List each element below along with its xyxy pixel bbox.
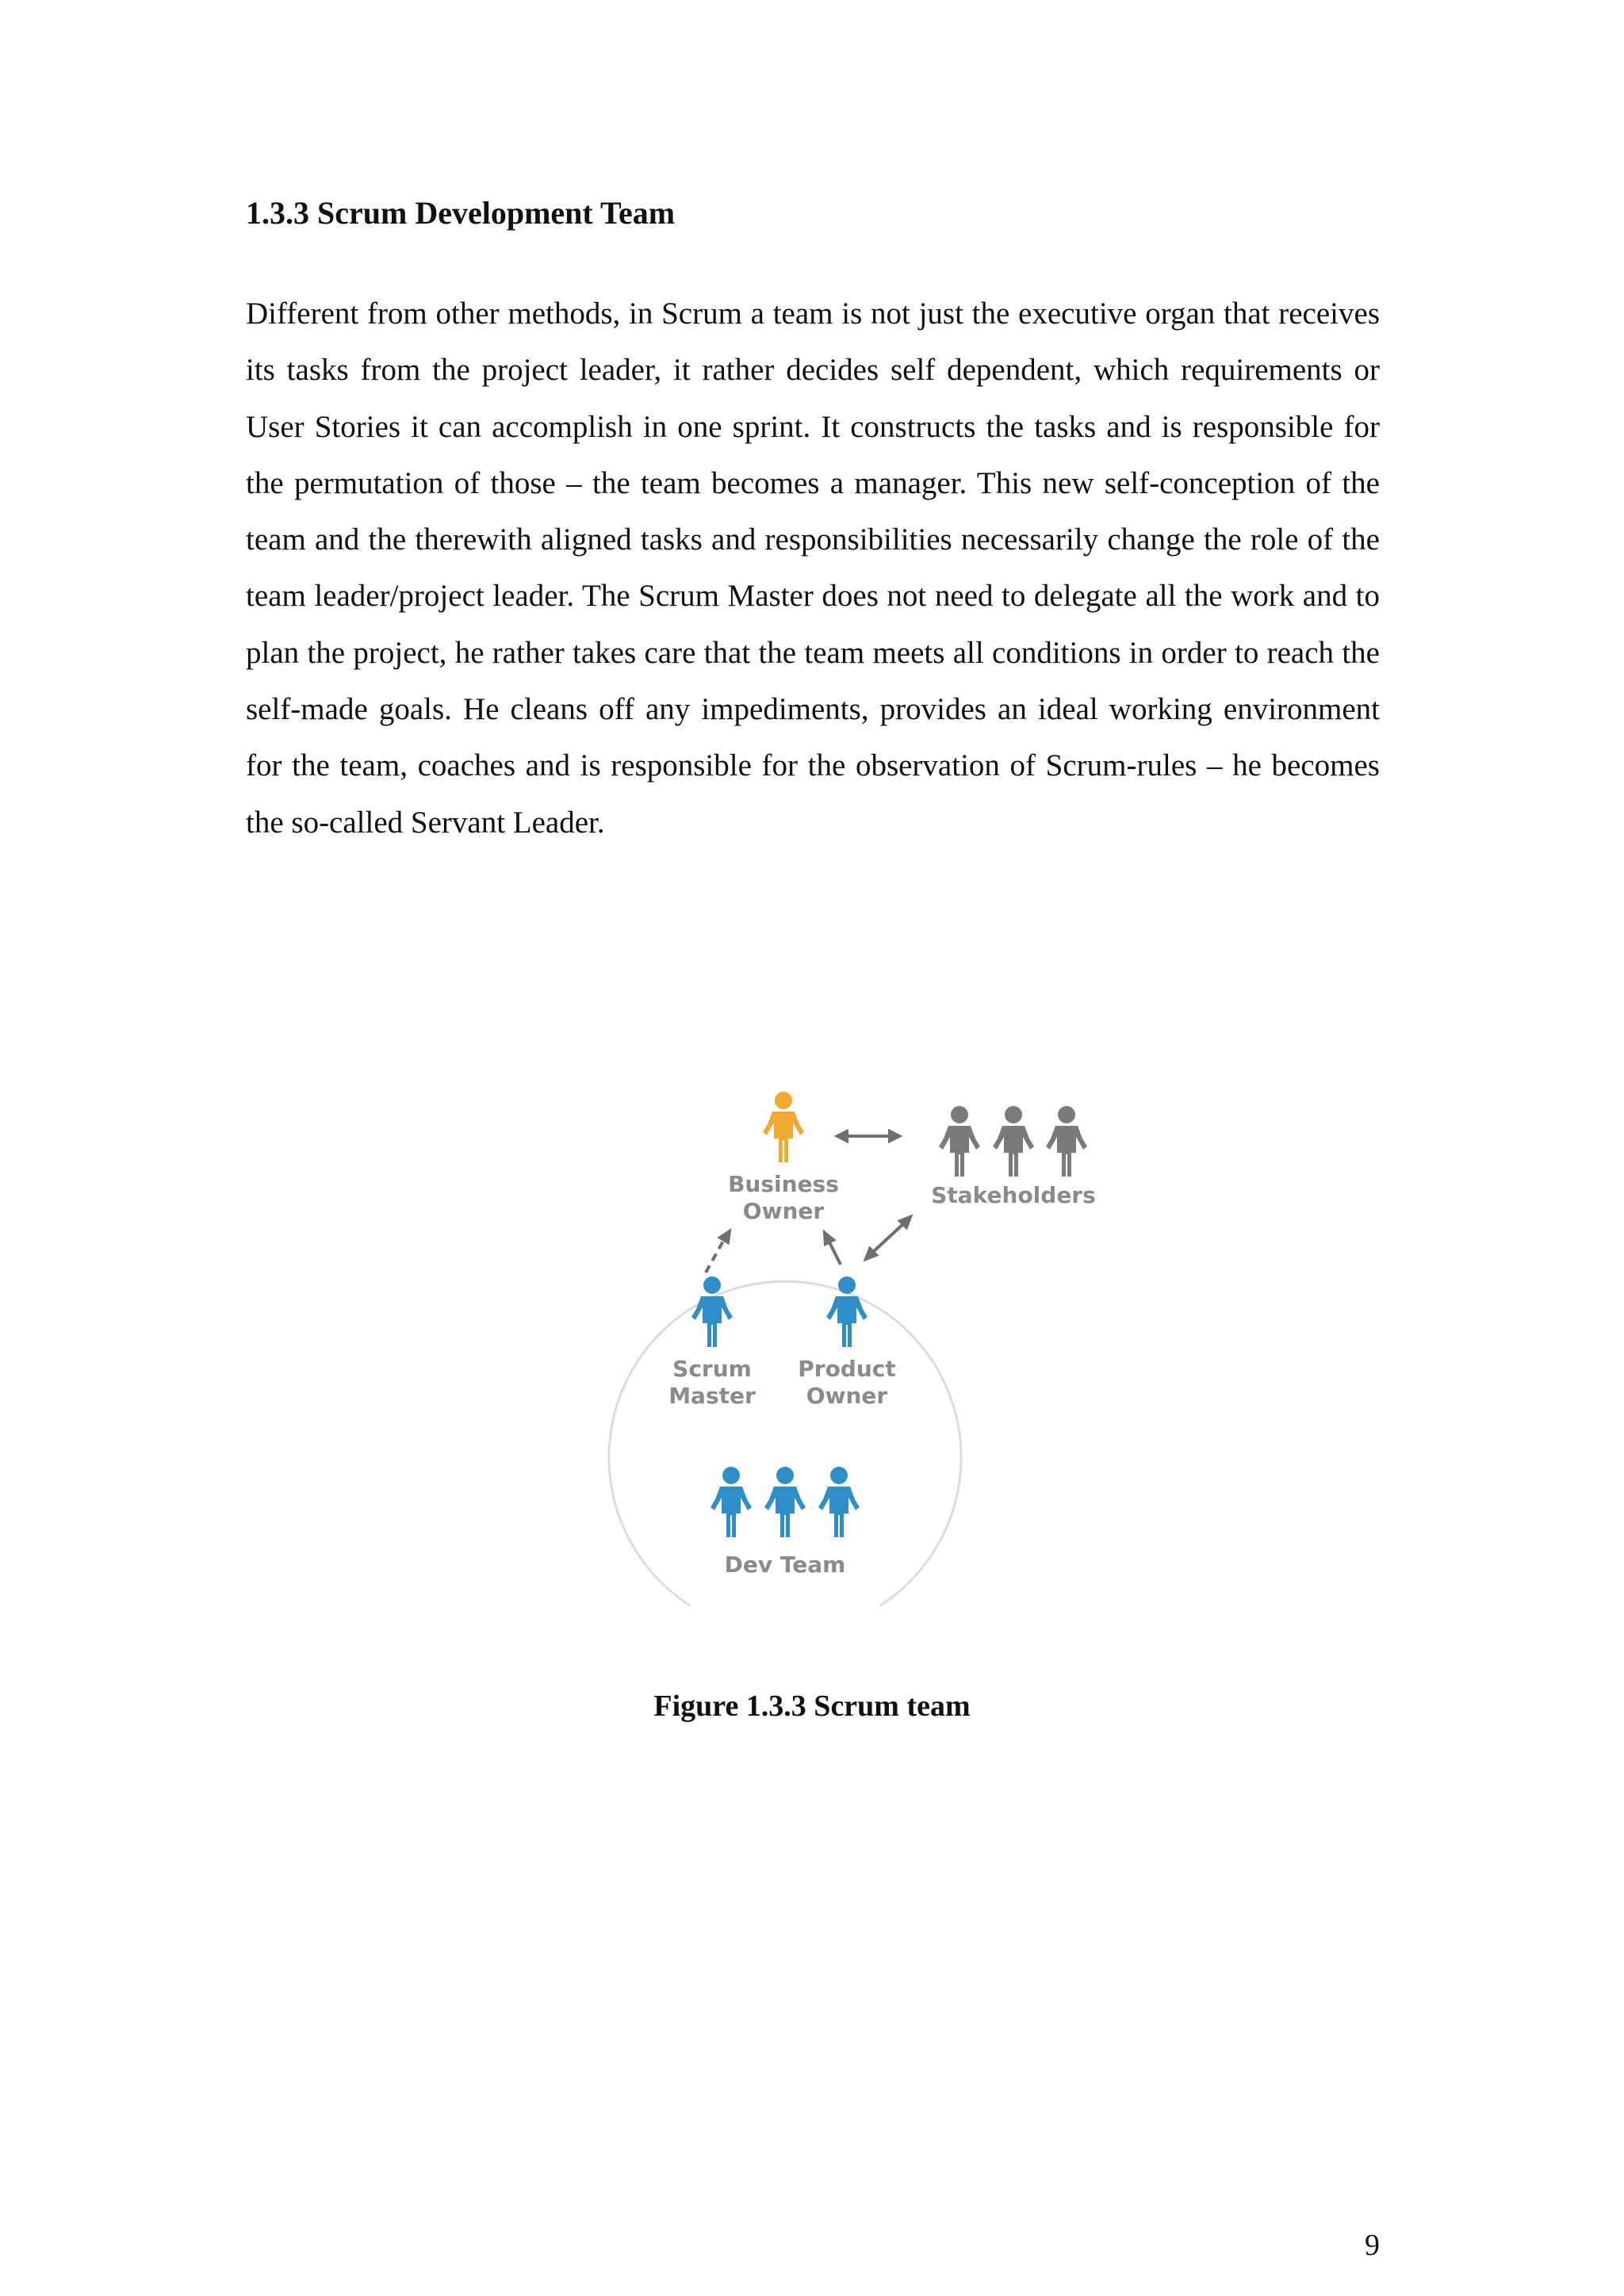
business-owner-label-1: Business <box>728 1171 839 1197</box>
stakeholder-icon <box>939 1106 980 1177</box>
stakeholders-label: Stakeholders <box>931 1182 1096 1208</box>
body-paragraph: Different from other methods, in Scrum a team is not just the executive organ that receives its tasks from the project leader, it rather decides self dependent, which requirements or User Stories it can accomplish in one sprint. It constructs the tasks and is responsible for the permutation of those – the team becomes a manager. This new self-conception of the team and the therewith aligned tasks and responsibilities necessarily change the role of the team leader/project leader. The Scrum Master does not need to delegate all the work and to plan the project, he rather takes care that the team meets all conditions in order to reach the self-made goals. He cleans off any impediments, provides an ideal working environment for the team, coaches and is responsible for the observation of Scrum-rules – he becomes the so-called Servant Leader. <box>246 297 1380 840</box>
dev-team-member-icon <box>818 1467 860 1537</box>
stakeholder-icon <box>993 1106 1034 1177</box>
scrum-team-figure <box>587 1070 1110 1609</box>
scrum-master-label-2: Master <box>668 1383 756 1409</box>
scrum-master-icon <box>691 1276 733 1347</box>
business-owner-icon <box>763 1092 804 1162</box>
arrow-business-stakeholders <box>837 1131 899 1141</box>
section-heading: 1.3.3 Scrum Development Team <box>246 195 676 231</box>
dev-team-member-icon <box>764 1467 806 1537</box>
figure-caption: Figure 1.3.3 Scrum team <box>653 1689 971 1723</box>
arrow-productowner-stakeholders <box>866 1217 910 1259</box>
page-number: 9 <box>1365 2229 1380 2262</box>
scrum-master-label-1: Scrum <box>672 1356 752 1382</box>
arrow-scrummaster-business <box>706 1231 730 1272</box>
product-owner-label-2: Owner <box>806 1383 888 1409</box>
business-owner-label-2: Owner <box>742 1198 825 1224</box>
dev-team-label: Dev Team <box>724 1552 846 1578</box>
product-owner-label-1: Product <box>798 1356 896 1382</box>
stakeholder-icon <box>1046 1106 1087 1177</box>
arrow-productowner-business <box>825 1233 841 1265</box>
dev-team-member-icon <box>710 1467 752 1537</box>
